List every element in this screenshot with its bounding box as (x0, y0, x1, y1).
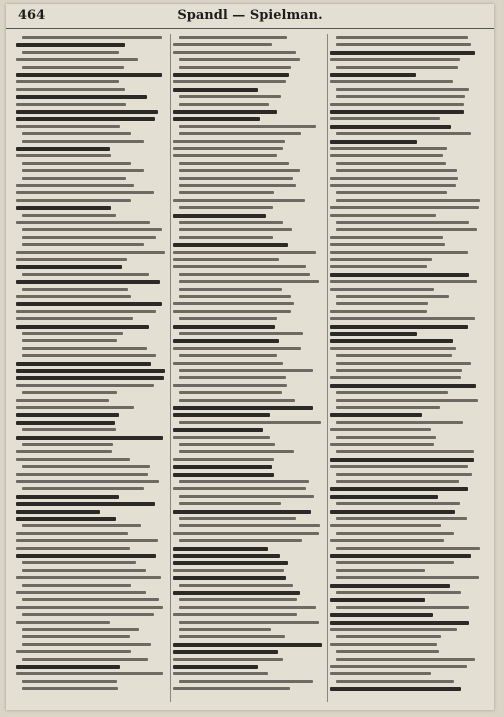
text-line-placeholder (336, 480, 459, 483)
text-line-placeholder (330, 643, 437, 646)
text-line-placeholder (16, 665, 120, 669)
text-line-placeholder (173, 643, 322, 647)
text-line-placeholder (22, 273, 149, 276)
text-line-placeholder (179, 598, 297, 601)
text-line-placeholder (16, 206, 111, 210)
text-line-placeholder (179, 391, 282, 394)
text-line-placeholder (330, 621, 469, 625)
text-line-placeholder (330, 384, 476, 388)
text-line-placeholder (179, 177, 293, 180)
text-line-placeholder (179, 450, 294, 453)
text-line-placeholder (16, 606, 163, 609)
text-line-placeholder (336, 576, 479, 579)
text-line-placeholder (330, 184, 456, 187)
text-line-placeholder (330, 317, 475, 320)
text-line-placeholder (179, 103, 269, 106)
text-line-placeholder (173, 199, 305, 202)
text-line-placeholder (173, 554, 280, 558)
text-line-placeholder (330, 325, 468, 329)
text-line-placeholder (173, 428, 263, 432)
text-line-placeholder (16, 554, 156, 558)
text-line-placeholder (173, 80, 286, 83)
text-line-placeholder (330, 339, 453, 343)
text-line-placeholder (173, 569, 284, 572)
text-line-placeholder (330, 310, 427, 313)
text-line-placeholder (173, 458, 274, 461)
text-line-placeholder (330, 524, 441, 527)
text-line-placeholder (22, 465, 150, 468)
text-line-placeholder (16, 280, 160, 284)
text-line-placeholder (22, 236, 156, 239)
text-line-placeholder (173, 384, 287, 387)
text-line-placeholder (173, 251, 316, 254)
text-line-placeholder (16, 539, 158, 542)
text-line-placeholder (22, 243, 144, 246)
text-line-placeholder (16, 58, 138, 61)
text-line-placeholder (16, 532, 128, 535)
text-line-placeholder (179, 539, 302, 542)
text-line-placeholder (336, 36, 468, 39)
text-line-placeholder (22, 613, 154, 616)
text-line-placeholder (330, 288, 434, 291)
text-line-placeholder (16, 258, 127, 261)
text-line-placeholder (22, 339, 117, 342)
text-line-placeholder (16, 495, 119, 499)
text-line-placeholder (330, 413, 422, 417)
text-line-placeholder (173, 310, 291, 313)
text-line-placeholder (22, 140, 144, 143)
text-line-placeholder (330, 265, 427, 268)
text-line-placeholder (336, 421, 463, 424)
text-line-placeholder (179, 584, 293, 587)
text-line-placeholder (336, 569, 425, 572)
text-line-placeholder (330, 154, 443, 157)
text-line-placeholder (16, 406, 134, 409)
text-line-placeholder (179, 191, 274, 194)
text-line-placeholder (179, 517, 296, 520)
text-line-placeholder (336, 369, 462, 372)
text-line-placeholder (173, 243, 288, 247)
text-line-placeholder (22, 680, 117, 683)
text-line-placeholder (179, 206, 273, 209)
text-line-placeholder (330, 347, 456, 350)
text-line-placeholder (179, 66, 291, 69)
text-line-placeholder (330, 665, 467, 668)
text-line-placeholder (16, 302, 162, 306)
text-line-placeholder (16, 517, 116, 521)
text-line-placeholder (330, 117, 440, 120)
text-line-placeholder (16, 458, 130, 461)
text-line-placeholder (179, 228, 292, 231)
text-line-placeholder (22, 569, 146, 572)
text-line-placeholder (173, 140, 285, 143)
text-line-placeholder (16, 110, 158, 114)
directory-page (6, 4, 494, 710)
text-line-placeholder (22, 598, 159, 601)
text-line-placeholder (330, 103, 464, 106)
text-line-placeholder (173, 302, 294, 305)
text-line-placeholder (179, 95, 281, 98)
text-line-placeholder (22, 347, 147, 350)
text-line-placeholder (16, 376, 164, 380)
text-line-placeholder (336, 591, 461, 594)
text-line-placeholder (173, 576, 286, 580)
text-line-placeholder (22, 658, 148, 661)
text-line-placeholder (16, 103, 126, 106)
text-line-placeholder (336, 95, 465, 98)
text-line-placeholder (179, 621, 319, 624)
text-line-placeholder (16, 672, 163, 675)
column-divider (170, 34, 171, 702)
text-line-placeholder (330, 58, 460, 61)
text-line-placeholder (179, 376, 286, 379)
text-line-placeholder (173, 339, 279, 343)
text-line-placeholder (330, 80, 453, 83)
text-line-placeholder (173, 73, 289, 77)
text-line-placeholder (336, 191, 447, 194)
text-line-placeholder (336, 132, 471, 135)
text-line-placeholder (330, 613, 433, 617)
text-line-placeholder (173, 43, 272, 46)
text-line-placeholder (330, 206, 479, 209)
text-line-placeholder (22, 66, 124, 69)
text-line-placeholder (330, 510, 455, 514)
text-line-placeholder (16, 80, 119, 83)
text-line-placeholder (173, 110, 277, 114)
text-line-placeholder (16, 95, 147, 99)
text-line-placeholder (330, 539, 444, 542)
text-line-placeholder (16, 310, 156, 313)
text-line-placeholder (336, 406, 440, 409)
text-line-placeholder (330, 443, 434, 446)
text-line-placeholder (179, 628, 271, 631)
text-line-placeholder (336, 66, 458, 69)
text-line-placeholder (16, 576, 161, 579)
text-line-placeholder (16, 502, 155, 506)
text-line-placeholder (22, 214, 116, 217)
text-line-placeholder (330, 125, 451, 129)
text-line-placeholder (330, 243, 445, 246)
text-line-placeholder (179, 169, 300, 172)
text-line-placeholder (179, 184, 296, 187)
text-line-placeholder (330, 628, 457, 631)
text-line-placeholder (173, 51, 296, 54)
text-line-placeholder (173, 650, 278, 654)
text-line-placeholder (173, 154, 277, 157)
text-line-placeholder (22, 584, 131, 587)
text-line-placeholder (16, 399, 109, 402)
text-line-placeholder (173, 436, 270, 439)
text-line-placeholder (330, 280, 477, 283)
text-line-placeholder (330, 376, 461, 379)
directory-column (330, 34, 484, 702)
text-line-placeholder (179, 421, 321, 424)
text-line-placeholder (179, 221, 283, 224)
text-line-placeholder (16, 317, 133, 320)
text-line-placeholder (22, 524, 141, 527)
text-line-placeholder (179, 606, 316, 609)
text-line-placeholder (336, 436, 436, 439)
text-line-placeholder (173, 362, 283, 365)
text-line-placeholder (173, 665, 258, 669)
text-line-placeholder (336, 169, 457, 172)
text-line-placeholder (336, 473, 472, 476)
text-line-placeholder (173, 487, 306, 490)
text-line-placeholder (173, 265, 306, 268)
text-line-placeholder (179, 36, 287, 39)
text-line-placeholder (16, 325, 149, 329)
directory-column (173, 34, 327, 702)
text-line-placeholder (179, 295, 291, 298)
text-line-placeholder (330, 332, 417, 336)
text-line-placeholder (16, 369, 165, 373)
text-line-placeholder (330, 214, 436, 217)
text-line-placeholder (16, 384, 154, 387)
text-line-placeholder (22, 132, 131, 135)
text-line-placeholder (22, 36, 162, 39)
text-line-placeholder (179, 399, 295, 402)
text-line-placeholder (16, 43, 125, 47)
text-line-placeholder (179, 495, 314, 498)
text-line-placeholder (330, 554, 471, 558)
text-line-placeholder (173, 147, 283, 150)
text-line-placeholder (16, 251, 165, 254)
text-line-placeholder (173, 117, 260, 121)
text-line-placeholder (16, 621, 110, 624)
text-line-placeholder (330, 687, 461, 691)
text-line-placeholder (16, 221, 150, 224)
text-line-placeholder (336, 517, 467, 520)
text-line-placeholder (173, 561, 288, 565)
text-line-placeholder (173, 658, 283, 661)
text-line-placeholder (22, 687, 118, 690)
text-line-placeholder (22, 628, 139, 631)
text-line-placeholder (173, 347, 301, 350)
text-line-placeholder (330, 51, 475, 55)
text-line-placeholder (173, 613, 297, 616)
text-line-placeholder (336, 532, 454, 535)
text-line-placeholder (179, 443, 275, 446)
page-header (6, 4, 494, 29)
text-line-placeholder (336, 43, 471, 46)
text-line-placeholder (330, 598, 425, 602)
text-line-placeholder (16, 184, 134, 187)
text-line-placeholder (336, 561, 454, 564)
text-line-placeholder (336, 362, 471, 365)
text-line-placeholder (16, 125, 120, 128)
text-line-placeholder (16, 117, 155, 121)
text-line-placeholder (22, 643, 151, 646)
text-line-placeholder (336, 88, 469, 91)
text-line-placeholder (336, 650, 439, 653)
text-line-placeholder (330, 147, 447, 150)
text-line-placeholder (16, 591, 146, 594)
text-line-placeholder (16, 295, 131, 298)
running-head: Spandl — Spielman. (177, 8, 323, 23)
text-line-placeholder (179, 162, 289, 165)
text-line-placeholder (179, 288, 282, 291)
text-line-placeholder (336, 399, 478, 402)
text-line-placeholder (16, 199, 131, 202)
text-line-placeholder (179, 332, 303, 335)
text-line-placeholder (336, 635, 441, 638)
text-line-placeholder (173, 547, 268, 551)
text-line-placeholder (173, 672, 268, 675)
text-line-placeholder (22, 635, 130, 638)
text-line-placeholder (179, 125, 316, 128)
text-line-placeholder (179, 480, 309, 483)
text-line-placeholder (330, 584, 450, 588)
text-line-placeholder (16, 650, 131, 653)
text-line-placeholder (173, 465, 272, 469)
text-line-placeholder (179, 680, 313, 683)
text-line-placeholder (336, 606, 469, 609)
text-line-placeholder (22, 162, 131, 165)
text-line-placeholder (336, 547, 480, 550)
text-line-placeholder (22, 177, 126, 180)
text-line-placeholder (173, 88, 258, 92)
text-line-placeholder (16, 154, 111, 157)
text-line-placeholder (173, 214, 266, 218)
text-line-placeholder (22, 332, 123, 335)
text-line-placeholder (179, 317, 277, 320)
text-line-placeholder (16, 510, 100, 514)
text-line-placeholder (330, 251, 468, 254)
text-line-placeholder (22, 228, 162, 231)
text-line-placeholder (16, 191, 154, 194)
text-line-placeholder (16, 265, 122, 269)
text-line-placeholder (173, 473, 274, 477)
text-line-placeholder (173, 258, 279, 261)
text-line-placeholder (330, 140, 417, 144)
text-line-placeholder (16, 73, 162, 77)
text-line-placeholder (173, 406, 313, 410)
text-line-placeholder (336, 450, 474, 453)
text-line-placeholder (16, 147, 110, 151)
text-line-placeholder (179, 280, 319, 283)
text-line-placeholder (330, 495, 438, 499)
text-line-placeholder (336, 199, 480, 202)
text-line-placeholder (330, 458, 474, 462)
text-line-placeholder (330, 236, 443, 239)
text-line-placeholder (330, 73, 416, 77)
text-line-placeholder (16, 88, 125, 91)
text-line-placeholder (22, 391, 117, 394)
text-line-placeholder (173, 532, 319, 535)
text-line-placeholder (330, 258, 432, 261)
text-line-placeholder (22, 428, 116, 431)
text-line-placeholder (336, 391, 448, 394)
text-line-placeholder (330, 177, 458, 180)
text-line-placeholder (173, 413, 270, 417)
text-line-placeholder (173, 591, 300, 595)
text-line-placeholder (22, 561, 136, 564)
text-line-placeholder (336, 502, 460, 505)
text-line-placeholder (336, 680, 454, 683)
text-line-placeholder (173, 687, 290, 690)
text-line-placeholder (179, 502, 281, 505)
text-line-placeholder (336, 228, 477, 231)
text-line-placeholder (336, 295, 449, 298)
text-line-placeholder (336, 354, 452, 357)
text-line-placeholder (22, 443, 113, 446)
text-line-placeholder (330, 273, 469, 277)
text-line-placeholder (330, 487, 468, 491)
text-line-placeholder (173, 510, 311, 514)
page-number: 464 (18, 8, 46, 23)
text-line-placeholder (179, 58, 300, 61)
text-line-placeholder (179, 635, 285, 638)
text-line-placeholder (330, 110, 464, 114)
text-line-placeholder (173, 325, 275, 329)
text-line-placeholder (330, 465, 468, 468)
text-line-placeholder (16, 547, 130, 550)
text-line-placeholder (179, 273, 310, 276)
text-line-placeholder (336, 162, 446, 165)
text-line-placeholder (336, 302, 428, 305)
text-line-placeholder (16, 450, 112, 453)
text-line-placeholder (22, 51, 119, 54)
text-line-placeholder (16, 413, 119, 417)
column-divider (327, 34, 328, 702)
text-line-placeholder (179, 354, 277, 357)
text-line-placeholder (179, 369, 313, 372)
text-line-placeholder (16, 473, 148, 476)
text-line-placeholder (336, 658, 475, 661)
text-line-placeholder (330, 428, 431, 431)
text-line-placeholder (179, 524, 320, 527)
directory-column (16, 34, 170, 702)
text-line-placeholder (22, 487, 144, 490)
text-line-placeholder (179, 236, 273, 239)
text-line-placeholder (16, 480, 159, 483)
text-line-placeholder (336, 221, 469, 224)
text-line-placeholder (22, 354, 156, 357)
text-line-placeholder (22, 288, 128, 291)
text-line-placeholder (16, 436, 163, 440)
text-line-placeholder (179, 132, 301, 135)
text-line-placeholder (16, 362, 151, 366)
text-line-placeholder (16, 421, 115, 425)
text-line-placeholder (22, 169, 144, 172)
text-line-placeholder (330, 672, 431, 675)
